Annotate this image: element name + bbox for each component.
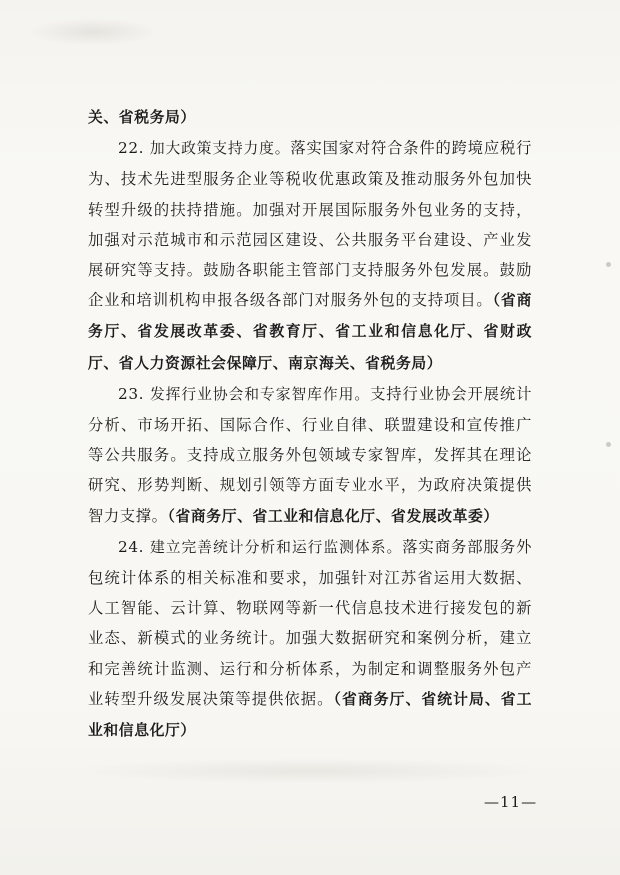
department-list: （省商务厅、省发展改革委、省教育厅、省工业和信息化厅、省财政厅、省人力资源社会保障厅、南京海关、省税务局） — [88, 292, 532, 372]
paragraph-23 — [88, 379, 532, 532]
item-number: 22. — [118, 139, 145, 158]
page-number: —11— — [484, 793, 538, 811]
paragraph-22 — [88, 133, 532, 379]
item-number: 24. — [118, 537, 145, 556]
item-body: 落实国家对符合条件的跨境应税行为、技术先进型服务企业等税收优惠政策及推动服务外包加快转型升级的扶持措施。加强对开展国际服务外包业务的支持，加强对示范城市和示范园区建设、公共服务平台建设、产业发展研究等支持。鼓励各职能主管部门支持服务外包发展。鼓励企业和培训机构申报各级各部门对服务外包的支持项目。 — [88, 139, 532, 310]
item-heading: 建立完善统计分析和运行监测体系。 — [149, 538, 403, 556]
department-list: （省商务厅、省工业和信息化厅、省发展改革委） — [167, 507, 499, 525]
scan-speck — [606, 262, 611, 267]
scan-smudge — [70, 758, 550, 784]
paragraph-continuation — [88, 102, 532, 133]
item-body: 落实商务部服务外包统计体系的相关标准和要求，加强针对江苏省运用大数据、人工智能、云计算、物联网等新一代信息技术进行接发包的新业态、新模式的业务统计。加强大数据研究和案例分析，建立和完善统计监测、运行和分析体系，为制定和调整服务外包产业转型升级发展决策等提供依据。 — [88, 537, 532, 708]
item-heading: 加大政策支持力度。 — [149, 140, 291, 158]
paragraph-24 — [88, 532, 532, 746]
scan-speck — [606, 442, 611, 447]
scan-smudge — [28, 18, 158, 46]
document-body — [88, 102, 532, 746]
department-list: （省商务厅、省统计局、省工业和信息化厅） — [88, 690, 532, 740]
item-heading: 发挥行业协会和专家智库作用。 — [149, 385, 371, 403]
item-body: 支持行业协会开展统计分析、市场开拓、国际合作、行业自律、联盟建设和宣传推广等公共服务。支持成立服务外包领域专家智库，发挥其在理论研究、形势判断、规划引领等方面专业水平，为政府决策提供智力支撑。 — [88, 384, 532, 525]
item-number: 23. — [118, 384, 145, 403]
department-list: 关、省税务局） — [88, 109, 196, 126]
